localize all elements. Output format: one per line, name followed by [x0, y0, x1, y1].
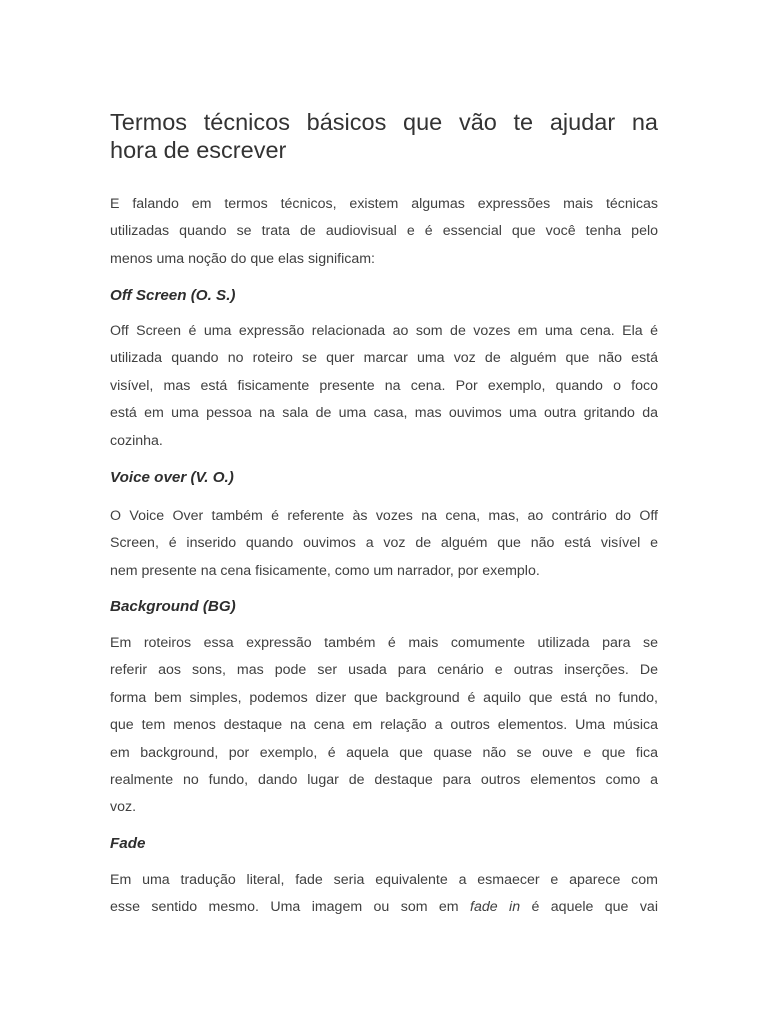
- text-line: E falando em termos técnicos, existem algumas expressões mais técnicas: [110, 196, 658, 212]
- text-line: Off Screen é uma expressão relacionada ao som de vozes em uma cena. Ela é: [110, 323, 658, 339]
- voice-over-paragraph: [110, 503, 658, 585]
- text-segment: esse sentido mesmo. Uma imagem ou som em: [110, 899, 459, 916]
- text-line: Screen, é inserido quando ouvimos a voz de alguém que não está visível e: [110, 535, 658, 552]
- text-line: [110, 894, 658, 921]
- text-line: Em uma tradução literal, fade seria equivalente a esmaecer e aparece com: [110, 872, 658, 888]
- text-line: utilizadas quando se trata de audiovisual e é essencial que você tenha pelo: [110, 223, 658, 240]
- text-line: realmente no fundo, dando lugar de destaque para outros elementos como a: [110, 772, 658, 789]
- page-title: [110, 108, 658, 164]
- background-paragraph: [110, 630, 658, 822]
- intro-paragraph: [110, 191, 658, 273]
- text-line: está em uma pessoa na sala de uma casa, mas ouvimos uma outra gritando da: [110, 405, 658, 422]
- text-segment: é aquele que vai: [531, 899, 658, 916]
- text-line: forma bem simples, podemos dizer que background é aquilo que está no fundo,: [110, 689, 658, 706]
- section-heading-off-screen: Off Screen (O. S.): [110, 287, 236, 304]
- section-heading-fade: Fade: [110, 835, 146, 852]
- section-heading-voice-over: Voice over (V. O.): [110, 469, 234, 486]
- text-line: nem presente na cena fisicamente, como um narrador, por exemplo.: [110, 562, 540, 579]
- text-line: utilizada quando no roteiro se quer marcar uma voz de alguém que não está: [110, 350, 658, 367]
- text-line: visível, mas está fisicamente presente na cena. Por exemplo, quando o foco: [110, 377, 658, 394]
- text-line: Em roteiros essa expressão também é mais comumente utilizada para se: [110, 635, 658, 651]
- fade-paragraph: [110, 867, 658, 922]
- text-line: menos uma noção do que elas significam:: [110, 250, 375, 267]
- italic-term: fade in: [470, 899, 521, 916]
- title-line-1: Termos técnicos básicos que vão te ajudar na: [110, 109, 658, 135]
- text-line: voz.: [110, 799, 137, 816]
- text-line: cozinha.: [110, 432, 163, 449]
- text-line: O Voice Over também é referente às vozes na cena, mas, ao contrário do Off: [110, 508, 658, 524]
- text-line: em background, por exemplo, é aquela que quase não se ouve e que fica: [110, 744, 658, 761]
- section-heading-background: Background (BG): [110, 598, 236, 615]
- text-line: que tem menos destaque na cena em relação a outros elementos. Uma música: [110, 717, 658, 734]
- off-screen-paragraph: [110, 318, 658, 455]
- title-line-2: hora de escrever: [110, 137, 287, 163]
- text-line: referir aos sons, mas pode ser usada para cenário e outras inserções. De: [110, 662, 658, 679]
